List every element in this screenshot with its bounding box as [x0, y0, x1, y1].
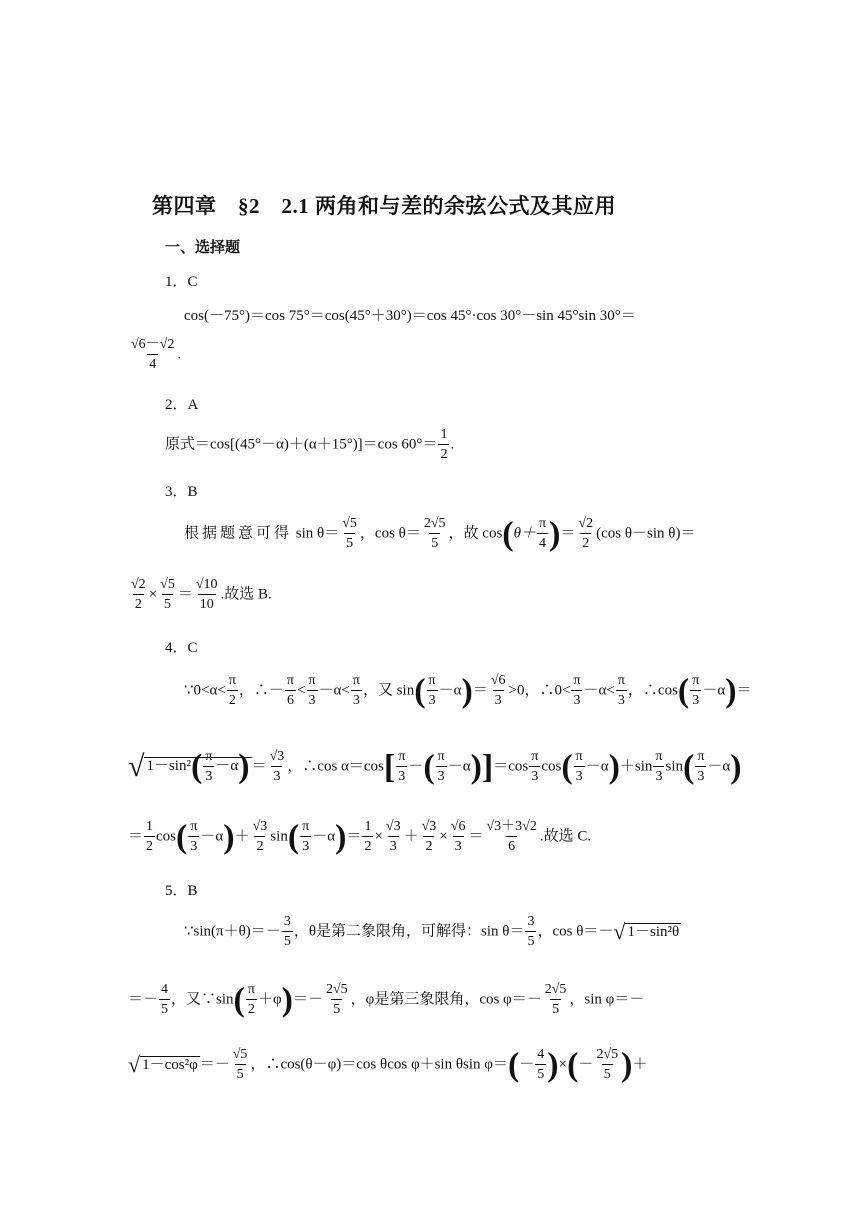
q3-eq: ＝ — [560, 525, 576, 542]
q1-line1: cos(－75°)＝cos 75°＝cos(45°＋30°)＝cos 45°·cos 30°－sin 45°sin 30°＝ — [184, 308, 636, 324]
q5-t2: φ是第三象限角，cos φ＝－ — [365, 991, 542, 1008]
answer-label-4: 4．C — [165, 640, 198, 656]
q3-cos: ，cos θ＝ — [359, 525, 421, 542]
q4-line2: √ 1－sin²( $\frac{\pi}{3}$ －α) ＝ $\frac{√3}{3}$ ，∴cos α＝cos[ $\frac{\pi}{3}$ －( $\frac{\pi}{3}$ －α)]＝cos $\frac{\pi}{3}$ cos( $\frac{\pi}{3}$ －α)＋sin $\frac{\pi}{3}$ sin( $\frac{\pi}{3}$ －α) — [128, 748, 742, 786]
q2-text: 原式＝cos[(45°－α)＋(α＋15°)]＝cos 60°＝ — [165, 436, 438, 453]
page-title: 第四章 §2 2.1 两角和与差的余弦公式及其应用 — [152, 194, 616, 218]
q1-result: $\frac{√6-√2}{4}$ . — [131, 337, 182, 372]
q4-line3: ＝ $\frac{1}{2}$ cos( $\frac{\pi}{3}$ －α)＋ $\frac{√3}{2}$ sin( $\frac{\pi}{3}$ －α)＝ $\frac{1}{2}$ × $\frac{√3}{3}$ ＋ $\frac{√3}{2}$ × $\frac{√6}{3}$ ＝ $\frac{√3+3√2}{6}$ .故选 C. — [128, 818, 592, 856]
q5-line2: ＝－ $\frac{4}{5}$ ，又∵sin( $\frac{\pi}{2}$ ＋φ)＝－ $\frac{2√5}{5}$ ，φ是第三象限角，cos φ＝－ $\frac{2√5}{5}$ ，sin φ＝－ — [128, 981, 645, 1019]
q3-end: .故选 B. — [220, 586, 272, 603]
answer-label-1: 1．C — [165, 274, 198, 290]
q3-gu: ，故 cos — [448, 525, 503, 542]
q2-den: 2 — [438, 444, 449, 462]
q3-line2: $\frac{√2}{2}$ × $\frac{√5}{5}$ ＝ $\frac{√10}{10}$ .故选 B. — [131, 577, 272, 612]
answer-label-2: 2．A — [165, 397, 199, 413]
answer-label-5: 5．B — [165, 883, 198, 899]
q3-pre: 根据题意可得 — [184, 525, 293, 542]
q1-frac-num: √6－√2 — [131, 337, 175, 352]
q4-line1: ∵0<α< $\frac{\pi}{2}$ ，∴－ $\frac{\pi}{6}$ < $\frac{\pi}{3}$ －α< $\frac{\pi}{3}$ ，又 sin( $\frac{\pi}{3}$ －α)＝ $\frac{√6}{3}$ >0，∴0< $\frac{\pi}{3}$ －α< $\frac{\pi}{3}$ ，∴cos( $\frac{\pi}{3}$ －α)＝ — [184, 672, 752, 710]
q2-num: 1 — [440, 427, 448, 442]
q5-t1: θ是第二象限角，可解得：sin θ＝ — [308, 923, 525, 940]
q1-frac-den: 4 — [147, 354, 158, 372]
answer-label-3: 3．B — [165, 484, 198, 500]
q4-end: .故选 C. — [539, 828, 592, 845]
q3-line1: 根据题意可得 sin θ＝ $\frac{√5}{5}$ ，cos θ＝ $\frac{2√5}{5}$ ，故 cos(θ＋ $\frac{\pi}{4}$ )＝ $\frac{√2}{2}$ (cos θ－sin θ)＝ — [184, 515, 696, 553]
q3-sin: sin θ＝ — [295, 525, 340, 542]
section-heading: 一、选择题 — [165, 240, 241, 256]
q5-line3: √ 1－cos²φ ＝－ $\frac{√5}{5}$ ，∴cos(θ－φ)＝cos θcos φ＋sin θsin φ＝(－ $\frac{4}{5}$ )×(－ $\frac{2√5}{5}$ )＋ — [128, 1046, 648, 1084]
q5-line1: ∵sin(π＋θ)＝－ $\frac{3}{5}$ ，θ是第二象限角，可解得：sin θ＝ $\frac{3}{5}$ ，cos θ＝－√ 1－sin²θ — [184, 914, 680, 949]
q2-line: 原式＝cos[(45°－α)＋(α＋15°)]＝cos 60°＝ $\frac{1}{2}$ . — [165, 427, 455, 462]
q3-tail: (cos θ－sin θ)＝ — [596, 525, 696, 542]
q5-t3: sin φ＝－ — [584, 991, 645, 1008]
